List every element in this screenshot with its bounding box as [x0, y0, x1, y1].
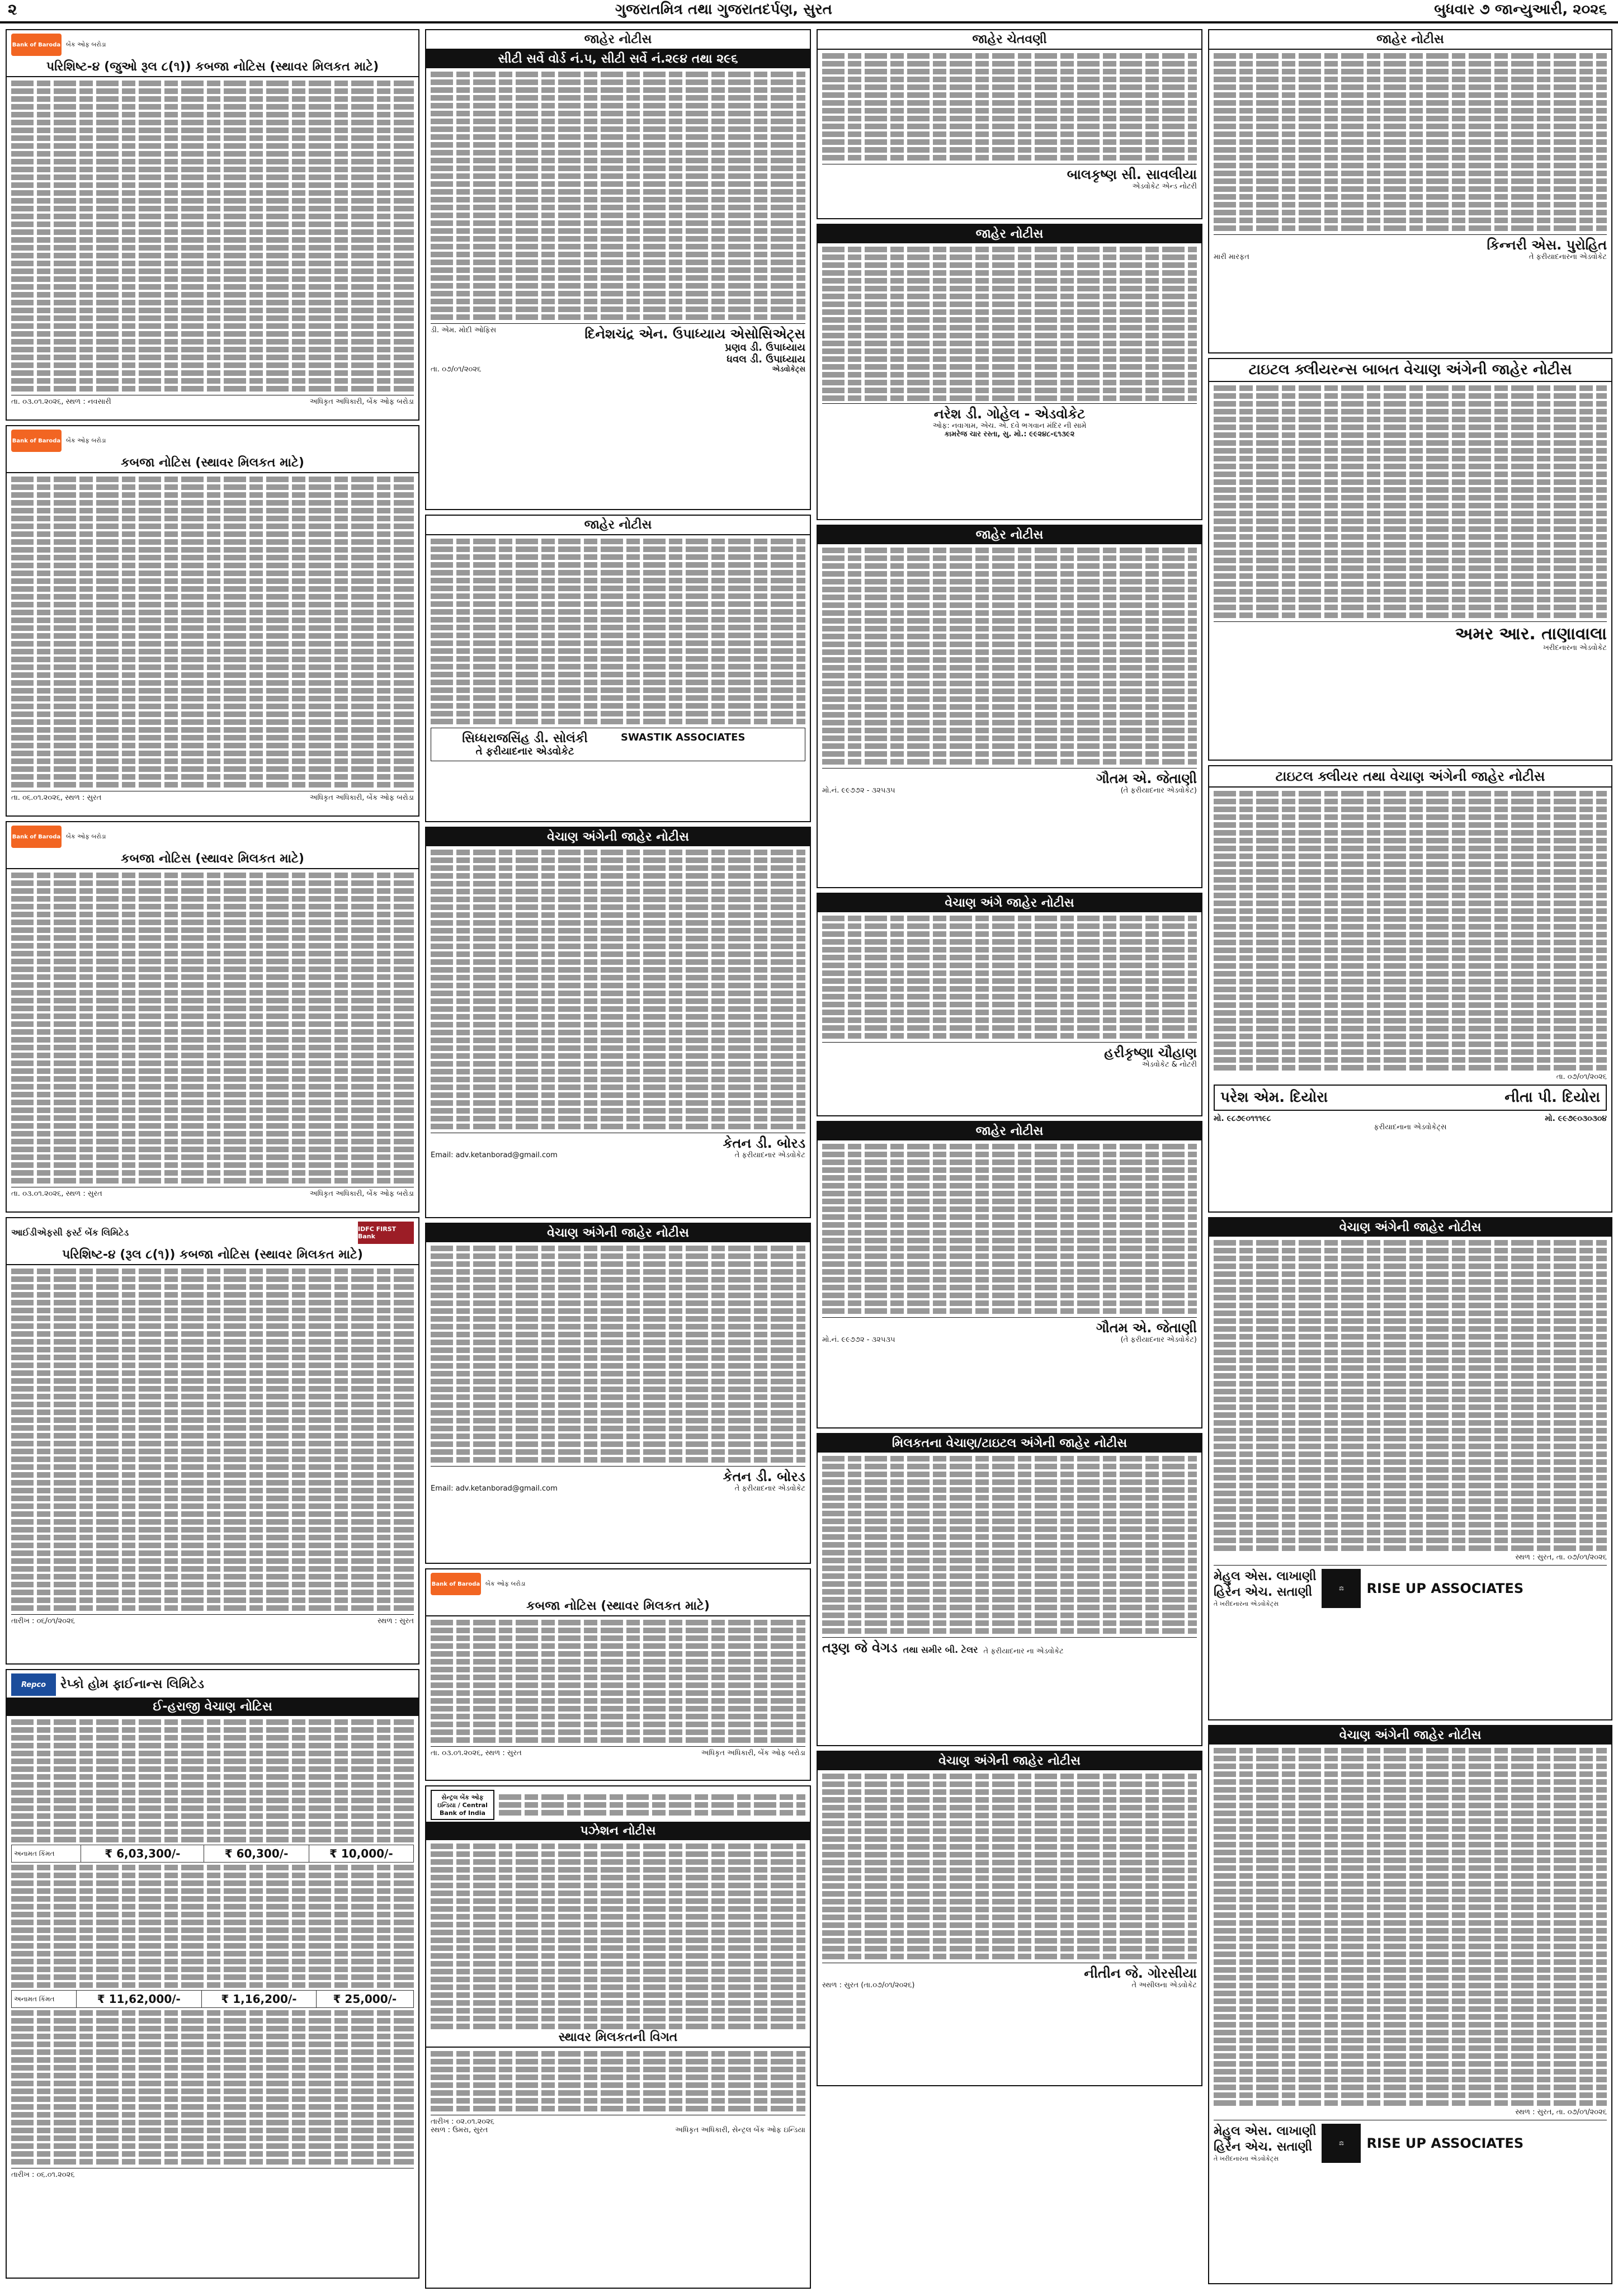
notice-body [822, 53, 1197, 161]
authorized-officer: અધિકૃત અધિકારી, બેંક ઓફ બરોડા [701, 1749, 805, 1757]
advocate-role: (તે ફરીયાદનાર એડવોકેટ) [1120, 1336, 1197, 1344]
notice-header: જાહેર નોટીસ [426, 516, 810, 535]
advocate-name: હરીકૃષ્ણા ચૌહાણ [1104, 1045, 1197, 1060]
advocate-phone: મો.નં. ૯૯૭૭૨ - ૩૨૫૩૫ [822, 786, 895, 795]
sale-notice-nitin [817, 1751, 1202, 2086]
notice-header: પરિશિષ્ટ-૪ (જુઓ રૂલ ૮(૧)) કબજા નોટિસ (સ્થાવર મિલકત માટે) [7, 58, 418, 77]
reserve-price: ₹ 11,62,000/- [76, 1991, 201, 2008]
sale-notice-ketan-1 [425, 827, 811, 1218]
bob-possession-notice-4 [425, 1568, 811, 1781]
notice-header: પઝેશન નોટીસ [426, 1822, 810, 1840]
advocate-name: નીતીન જે. ગોરસીયા [1084, 1965, 1197, 1981]
advocate-role: તે ખરીદનારના એડવોકેટ્સ [1214, 2155, 1279, 2162]
notice-header: મિલકતના વેચાણ/ટાઇટલ અંગેની જાહેર નોટીસ [818, 1434, 1201, 1453]
emd-amount: ₹ 60,300/- [204, 1845, 309, 1863]
schedule-header: સ્થાવર મિલકતની વિગત [426, 2028, 810, 2048]
advocate-name-2: તથા સમીર બી. ટેલર [903, 1644, 978, 1655]
notice-date: તા. ૦૭/૦૧/૨૦૨૬ [431, 365, 482, 374]
advocate-role: તે ફરીયાદનાર એડવોકેટ [734, 1151, 805, 1159]
signer-2: પ્રણવ ડી. ઉપાધ્યાય [725, 342, 805, 353]
advocate-email: Email: adv.ketanborad@gmail.com [431, 1484, 558, 1493]
advocate-name: નરેશ ડી. ગોહેલ - એડવોકેટ [933, 406, 1086, 422]
auction-table-2 [11, 1990, 414, 2008]
notice-header: જાહેર નોટીસ [818, 225, 1201, 243]
public-warning [817, 29, 1202, 219]
issue-date: બુધવાર ૭ જાન્યુઆરી, ૨૦૨૬ [1434, 1, 1607, 18]
advocate-phone-2: મો. ૯૯૭૯૦૩૦૩૦૪ [1545, 1114, 1607, 1123]
bank-name: બેંક ઓફ બરોડા [66, 437, 106, 444]
notice-body [1214, 1240, 1607, 1551]
signer-3: ધવલ ડી. ઉપાધ્યાય [727, 353, 805, 365]
column-3 [817, 29, 1202, 2289]
notice-header: વેચાણ અંગેની જાહેર નોટીસ [1209, 1726, 1611, 1745]
bid-increment: ₹ 10,000/- [309, 1845, 413, 1863]
bank-name: બેંક ઓફ બરોડા [66, 833, 106, 840]
notice-header: વેચાણ અંગે જાહેર નોટીસ [818, 894, 1201, 912]
advocate-name: સિધ્ધરાજસિંહ ડી. સોલંકી [462, 732, 588, 746]
advocate-name-2: હિરેન એચ. સતાણી [1214, 2140, 1313, 2154]
public-notice-swastik [425, 515, 811, 822]
notice-header: પરિશિષ્ટ-૪ (રૂલ ૮(૧)) કબજા નોટિસ (સ્થાવર મિલકત માટે) [7, 1246, 418, 1265]
via-label: મારી મારફત [1214, 253, 1249, 261]
notice-body [11, 81, 414, 392]
advocate-phone: મો.નં. ૯૯૭૭૨ - ૩૨૫૩૫ [822, 1336, 895, 1344]
sale-notice-harikrushna [817, 893, 1202, 1116]
notice-date: તારીખ : ૦૨.૦૧.૨૦૨૬ [431, 2118, 494, 2126]
notice-header: ટાઇટલ ક્લીયરન્સ બાબત વેચાણ અંગેની જાહેર નોટીસ [1209, 359, 1611, 382]
cbi-possession-notice [425, 1785, 811, 2289]
notice-date: સ્થળ : સુરત, તા. ૦૭/૦૧/૨૦૨૬ [1515, 1553, 1607, 1562]
bob-possession-notice-1 [6, 29, 419, 421]
notice-body [1214, 385, 1607, 618]
advocate-name: ગૌતમ એ. જેતાણી [1096, 1320, 1197, 1336]
notice-place: સ્થળ : ઉમરા, સુરત [431, 2126, 488, 2134]
notice-body [431, 1246, 805, 1463]
column-4 [1208, 29, 1612, 2289]
advocate-role: એડવોકેટ એન્ડ નોટરી [1132, 182, 1197, 191]
public-notice-kinnari [1208, 29, 1612, 353]
notice-header: વેચાણ અંગેની જાહેર નોટીસ [1209, 1218, 1611, 1237]
advocate-role: તે ખરીદનારના એડવોકેટ્સ [1214, 1600, 1279, 1607]
bid-increment: ₹ 25,000/- [316, 1991, 413, 2008]
notice-body [822, 916, 1197, 1039]
advocate-name: કિન્નરી એસ. પુરોહિત [1487, 237, 1607, 253]
signer-firm: દિનેશચંદ્ર એન. ઉપાધ્યાય એસોસિએટ્સ [584, 326, 805, 342]
notice-body [11, 873, 414, 1184]
notice-date: તા. ૦૩.૦૧.૨૦૨૬, સ્થળ : સુરત [11, 1190, 102, 1198]
title-clear-sale-notice-paresh [1208, 765, 1612, 1213]
notice-header: વેચાણ અંગેની જાહેર નોટીસ [426, 828, 810, 846]
notice-header: કબજા નોટિસ (સ્થાવર મિલકત માટે) [7, 454, 418, 473]
notice-body [822, 1774, 1197, 1959]
notice-date: તારીખ : ૦૬/૦૧/૨૦૨૬ [11, 1617, 76, 1625]
notice-date: તા. ૦૩.૦૧.૨૦૨૬, સ્થળ : સુરત [431, 1749, 522, 1757]
idfc-possession-notice [6, 1217, 419, 1665]
title-sale-notice-tarun [817, 1433, 1202, 1746]
notice-body [822, 247, 1197, 401]
auction-table-1 [11, 1845, 414, 1863]
advocate-name-2: હિરેન એચ. સતાણી [1214, 1585, 1313, 1599]
advocate-name-2: નીતા પી. દિયોરા [1504, 1089, 1600, 1106]
notice-header: કબજા નોટિસ (સ્થાવર મિલકત માટે) [426, 1597, 810, 1616]
repco-auction-notice [6, 1669, 419, 2279]
advocate-name: ગૌતમ એ. જેતાણી [1096, 771, 1197, 786]
bank-of-baroda-logo: Bank of Baroda [431, 1573, 481, 1595]
public-notice-gautam-1 [817, 525, 1202, 888]
advocate-name: અમર આર. તાણાવાલા [1455, 624, 1607, 644]
advocate-role: ખરીદનારના એડવોકેટ [1543, 644, 1607, 652]
notice-body [822, 1456, 1197, 1634]
column-2 [425, 29, 811, 2289]
notice-place: સ્થળ : સુરત [377, 1617, 414, 1625]
notice-body [431, 1844, 805, 2029]
advocate-role: તે ફરીયાદનારના એડવોકેટ [1529, 253, 1607, 261]
notice-body [431, 1620, 805, 1743]
reserve-label: અનામત કિંમત [12, 1845, 81, 1863]
idfc-first-bank-logo: IDFC FIRST Bank [358, 1222, 414, 1244]
notice-date: સ્થળ : સુરત (તા.૦૭/૦૧/૨૦૨૬) [822, 1981, 915, 1989]
public-notice-naresh [817, 224, 1202, 520]
notice-header: જાહેર નોટીસ [1209, 30, 1611, 50]
notice-body [11, 1719, 414, 1842]
notice-body [1214, 1748, 1607, 2106]
advocate-role: તે ફરીયાદનાર એડવોકેટ [475, 746, 574, 757]
advocate-name-1: મેહુલ એસ. લાખાણી [1214, 2124, 1317, 2138]
swastik-associates: SWASTIK ASSOCIATES [621, 732, 746, 743]
reserve-label: અનામત કિંમત [12, 1991, 77, 2008]
notice-header: વેચાણ અંગેની જાહેર નોટીસ [426, 1224, 810, 1242]
advocate-name: તરૂણ જે વેગડ [822, 1640, 898, 1656]
reserve-price: ₹ 6,03,300/- [81, 1845, 204, 1863]
advocate-role: ફરીયાદનાના એડવોકેટ્સ [1374, 1123, 1447, 1132]
rise-up-logo-icon: ⚖ [1322, 2124, 1361, 2163]
advocate-role: એડવોકેટ & નોટરી [1141, 1060, 1197, 1069]
column-1 [6, 29, 419, 2289]
advocate-role: તે ફરીયાદનાર ના એડવોકેટ [983, 1647, 1064, 1656]
notice-header: જાહેર ચેતવણી [818, 30, 1201, 50]
advocate-address-2: કામરેજ ચાર રસ્તા, સુ. મો.: ૯૯૨૪૮-૬૧૩૯૨ [944, 430, 1075, 439]
advocate-address: ઓફ: નવાગામ, એચ. એ. દવે ભગવાન મંદિર ની સામે [932, 422, 1087, 430]
bank-of-baroda-logo: Bank of Baroda [11, 430, 62, 452]
notice-header: જાહેર નોટીસ [818, 1122, 1201, 1140]
notice-body [11, 1269, 414, 1611]
notice-body [1214, 791, 1607, 1071]
notice-date: તારીખ : ૦૬.૦૧.૨૦૨૬ [11, 2171, 75, 2179]
bank-of-baroda-logo: Bank of Baroda [11, 34, 62, 56]
bank-name: બેંક ઓફ બરોડા [66, 41, 106, 48]
notice-header: જાહેર નોટીસ [818, 526, 1201, 544]
notice-header: ઈ-હરાજી વેચાણ નોટિસ [7, 1698, 418, 1716]
signer-role: એડવોકેટ્સ [772, 365, 805, 374]
notice-body [431, 72, 805, 320]
notice-subheader: સીટી સર્વે વોર્ડ નં.૫, સીટી સર્વે નં.૨૯૪ તથા ૨૯૬ [426, 50, 810, 68]
advocate-name: કેતન ડી. બોરડ [723, 1469, 805, 1484]
repco-logo: Repco [11, 1673, 56, 1696]
sale-notice-riseup-2 [1208, 1725, 1612, 2284]
advocate-role: (તે ફરીયાદનાર એડવોકેટ) [1120, 786, 1197, 795]
advocate-name: કેતન ડી. બોરડ [723, 1135, 805, 1151]
advocate-phone-1: મો. ૯૮૭૯૦૧૧૧૯૮ [1214, 1114, 1271, 1123]
advocate-role: તે અસીલના એડવોકેટ [1131, 1981, 1197, 1989]
rise-up-logo-icon: ⚖ [1322, 1569, 1361, 1608]
notice-date: તા. ૦૬.૦૧.૨૦૨૬, સ્થળ : સુરત [11, 794, 102, 802]
advocate-role: તે ફરીયાદનાર એડવોકેટ [734, 1484, 805, 1493]
advocate-name-1: મેહુલ એસ. લાખાણી [1214, 1569, 1317, 1583]
notice-body [1214, 53, 1607, 231]
advocate-name-1: પરેશ એમ. દિયોરા [1220, 1089, 1328, 1106]
notice-header: વેચાણ અંગેની જાહેર નોટીસ [818, 1752, 1201, 1770]
public-notice-city-survey [425, 29, 811, 510]
notice-body [822, 1144, 1197, 1314]
bob-possession-notice-2 [6, 425, 419, 817]
notice-body [11, 477, 414, 788]
authorized-officer: અધિકૃત અધિકારી, બેંક ઓફ બરોડા [309, 1190, 414, 1198]
notice-header: જાહેર નોટીસ [426, 30, 810, 50]
firm-name: RISE UP ASSOCIATES [1366, 2135, 1524, 2151]
notice-header: કબજા નોટિસ (સ્થાવર મિલકત માટે) [7, 850, 418, 869]
company-name: આઈડીએફસી ફર્સ્ટ બેંક લિમિટેડ [11, 1227, 129, 1238]
lawyer-office: ડી. એમ. મોદી ઓફિસ [431, 326, 497, 334]
authorized-officer: અધિકૃત અધિકારી, બેંક ઓફ બરોડા [309, 794, 414, 802]
title-clearance-notice-amar [1208, 358, 1612, 761]
bob-possession-notice-3 [6, 821, 419, 1213]
notice-body [822, 548, 1197, 765]
notice-body [431, 850, 805, 1129]
page-number: ૨ [8, 0, 17, 18]
notice-date: તા. ૦૩.૦૧.૨૦૨૬, સ્થળ : નવસારી [11, 398, 111, 406]
company-name: રેપ્કો હોમ ફાઈનાન્સ લિમિટેડ [60, 1677, 204, 1691]
bank-of-baroda-logo: Bank of Baroda [11, 826, 62, 848]
notice-body [431, 539, 805, 724]
central-bank-logo: સેન્ટ્રલ બેંક ઓફ ઇન્ડિયા / Central Bank of India [431, 1790, 494, 1820]
emd-amount: ₹ 1,16,200/- [202, 1991, 317, 2008]
notice-header: ટાઇટલ ક્લીયર તથા વેચાણ અંગેની જાહેર નોટીસ [1209, 766, 1611, 788]
authorized-officer: અધિકૃત અધિકારી, બેંક ઓફ બરોડા [309, 398, 414, 406]
masthead [0, 0, 1618, 23]
sale-notice-ketan-2 [425, 1223, 811, 1564]
notice-date: તા. ૦૭/૦૧/૨૦૨૬ [1556, 1073, 1607, 1081]
advocate-name: બાલકૃષ્ણ સી. સાવલીયા [1067, 167, 1197, 182]
firm-name: RISE UP ASSOCIATES [1366, 1581, 1524, 1596]
bank-name: બેંક ઓફ બરોડા [485, 1580, 526, 1587]
public-notice-gautam-2 [817, 1121, 1202, 1428]
sale-notice-riseup-1 [1208, 1217, 1612, 1720]
authorized-officer: અધિકૃત અધિકારી, સેન્ટ્રલ બેંક ઓફ ઇન્ડિયા [675, 2126, 805, 2134]
newspaper-title: ગુજરાતમિત્ર તથા ગુજરાતદર્પણ, સુરત [615, 1, 832, 18]
notice-date: સ્થળ : સુરત, તા. ૦૭/૦૧/૨૦૨૬ [1515, 2108, 1607, 2116]
advocate-email: Email: adv.ketanborad@gmail.com [431, 1151, 558, 1159]
